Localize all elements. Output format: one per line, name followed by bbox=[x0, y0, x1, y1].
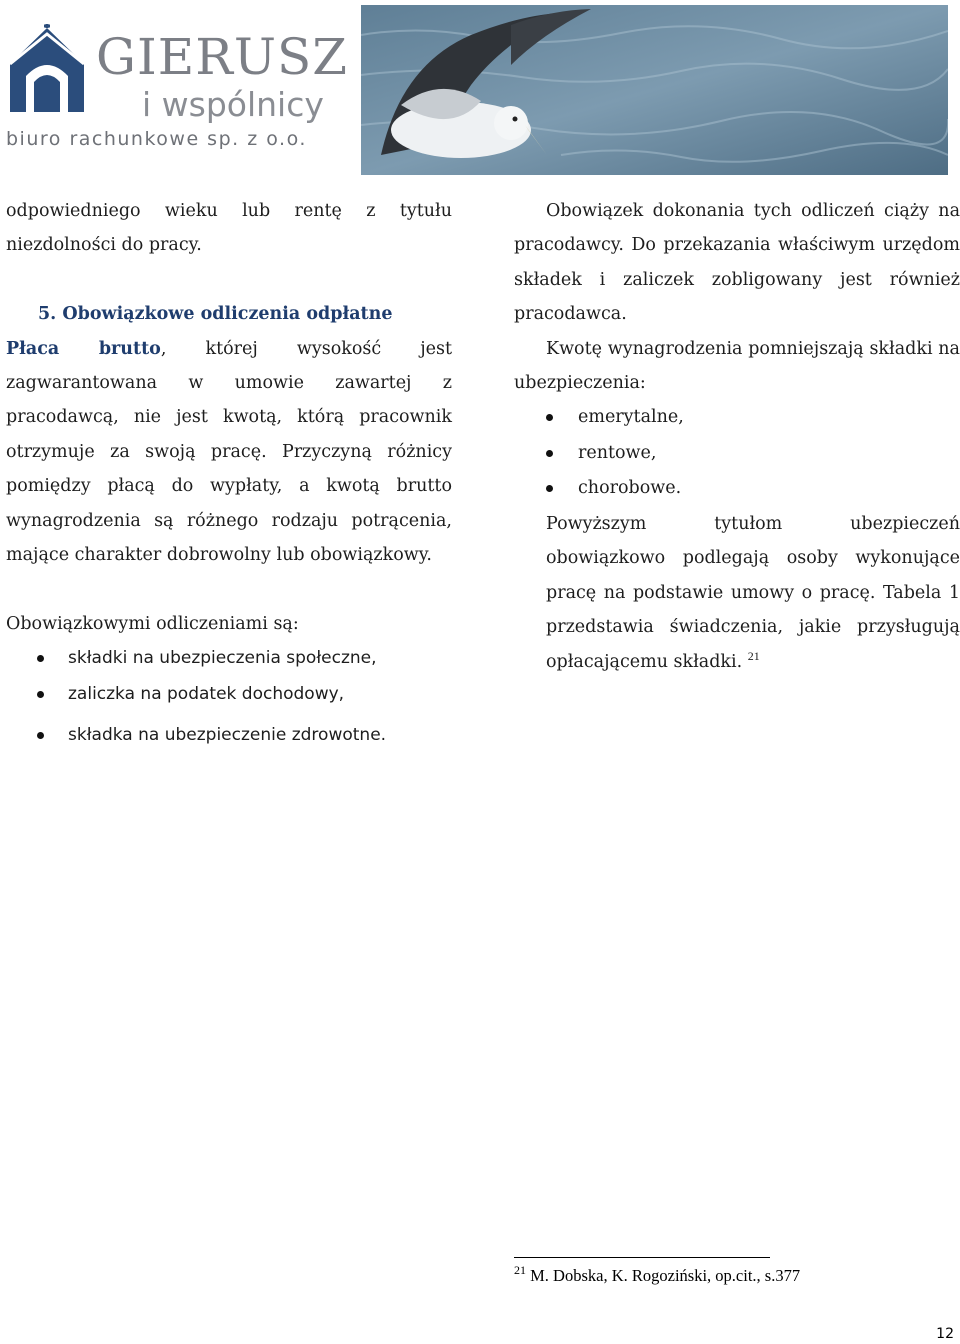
brutto-term: Płaca brutto bbox=[6, 338, 161, 359]
bullet-icon bbox=[546, 485, 553, 492]
page-number: 12 bbox=[936, 1326, 954, 1342]
company-subtitle: i wspólnicy bbox=[142, 85, 324, 124]
list-item: emerytalne, bbox=[514, 400, 960, 436]
footnote-reference[interactable]: 21 bbox=[747, 648, 760, 663]
bullet-icon bbox=[37, 732, 44, 739]
employer-paragraph: Obowiązek dokonania tych odliczeń ciąży na pracodawcy. Do przekazania właściwym urzędom składek i zaliczek zobligowany jest również pracodawca. bbox=[514, 201, 960, 325]
list-item: składki na ubezpieczenia społeczne, bbox=[6, 641, 452, 677]
company-logo bbox=[4, 18, 348, 158]
bullet-icon bbox=[37, 655, 44, 662]
bullet-icon bbox=[546, 450, 553, 457]
section-heading: 5. Obowiązkowe odliczenia odpłatne bbox=[38, 304, 393, 325]
list-item: chorobowe. bbox=[514, 471, 960, 507]
list-intro: Obowiązkowymi odliczeniami są: bbox=[6, 613, 299, 634]
list-item: zaliczka na podatek dochodowy, bbox=[6, 677, 452, 713]
footnote: $^{21}$ M. Dobska, K. Rogoziński, op.cit., s.377 bbox=[514, 1263, 801, 1285]
footnote-divider bbox=[514, 1257, 770, 1258]
house-logo-icon bbox=[4, 24, 90, 116]
list-item: składka na ubezpieczenie zdrowotne. bbox=[6, 718, 452, 754]
company-tagline: biuro rachunkowe sp. z o.o. bbox=[6, 128, 307, 150]
deductions-list bbox=[6, 641, 452, 754]
bullet-icon bbox=[546, 414, 553, 421]
bullet-icon bbox=[37, 691, 44, 698]
seagull-banner-image bbox=[361, 5, 948, 175]
list-item: rentowe, bbox=[514, 436, 960, 472]
brutto-paragraph: Płaca brutto, której wysokość jest zagwarantowana w umowie zawartej z pracodawcą, nie jest kwotą, którą pracownik otrzymuje za swoją pracę. Przyczyną różnicy pomiędzy płacą do wypłaty, a kwotą brutto wynagrodzenia są różnego rodzaju potrącenia, mające charakter dobrowolny lub obowiązkowy. bbox=[6, 338, 453, 566]
right-column bbox=[514, 194, 960, 679]
intro-paragraph: odpowiedniego wieku lub rentę z tytułu niezdolności do pracy. bbox=[6, 201, 452, 256]
insurance-paragraph: Kwotę wynagrodzenia pomniejszają składki na ubezpieczenia: bbox=[514, 338, 960, 394]
insurance-list bbox=[514, 400, 960, 507]
obligation-paragraph: Powyższym tytułom ubezpieczeń obowiązkowo podlegają osoby wykonujące pracę na podstawie umowy o pracę. Tabela 1 przedstawia świadczenia, jakie przysługują opłacającemu składki. $^{21}$ bbox=[546, 513, 960, 672]
company-name: GIERUSZ bbox=[96, 28, 348, 86]
left-column bbox=[6, 194, 452, 754]
footnote-number: 21 bbox=[514, 1263, 526, 1277]
